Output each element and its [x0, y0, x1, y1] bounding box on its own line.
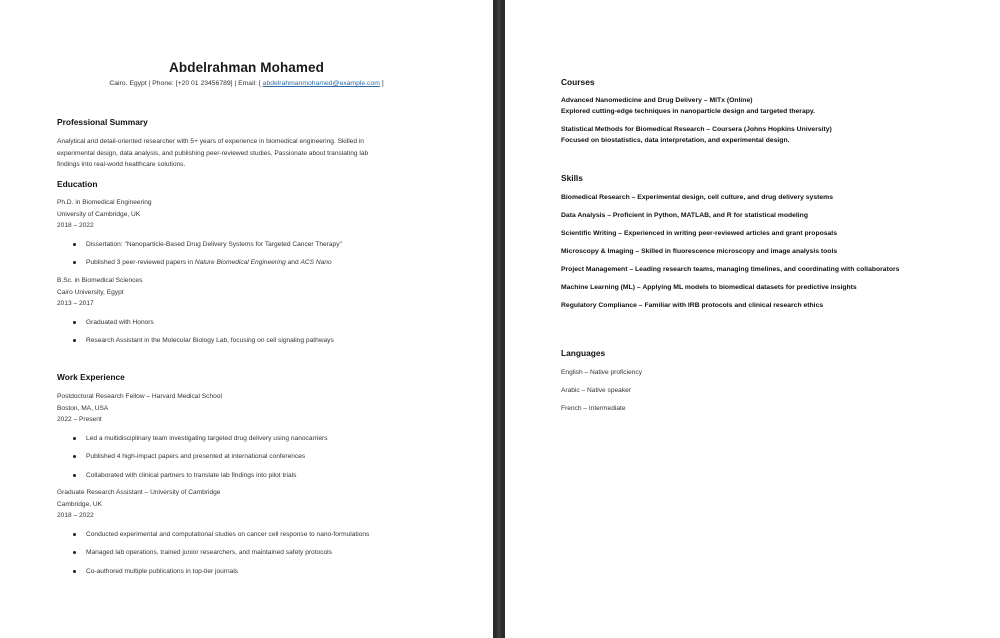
dates: 2013 – 2017 — [57, 300, 94, 307]
list-item: Conducted experimental and computational studies on cancer cell response to nano-formulations — [57, 529, 477, 548]
school: Cairo University, Egypt — [57, 288, 124, 296]
job-title: Graduate Research Assistant – University of Cambridge — [57, 489, 221, 496]
journal-name: ACS Nano — [300, 259, 332, 266]
course-desc: Focused on biostatistics, data interpretation, and experimental design. — [561, 137, 790, 145]
language-item: Arabic – Native speaker — [561, 387, 632, 394]
course-desc: Explored cutting-edge techniques in nanoparticle design and targeted therapy. — [561, 108, 816, 116]
contact-suffix: ] — [381, 80, 384, 87]
list-item: Co-authored multiple publications in top-tier journals — [57, 566, 477, 585]
degree: B.Sc. in Biomedical Sciences — [57, 277, 143, 284]
education-phd — [57, 197, 477, 276]
phd-bullets — [57, 239, 477, 276]
skills-heading: Skills — [561, 173, 583, 183]
job-dates: 2018 – 2022 — [57, 512, 94, 519]
language-item: English – Native proficiency — [561, 369, 642, 376]
list-item: Dissertation: "Nanoparticle-Based Drug Delivery Systems for Targeted Cancer Therapy" — [57, 239, 477, 258]
education-bsc — [57, 275, 477, 354]
resume-page-1 — [0, 0, 493, 638]
summary-text — [57, 136, 457, 171]
summary-heading: Professional Summary — [57, 117, 148, 127]
skill-item: Regulatory Compliance – Familiar with IRB protocols and clinical research ethics — [561, 302, 824, 309]
bullet-text: Published 3 peer-reviewed papers in — [86, 259, 195, 266]
job-entry — [57, 487, 477, 584]
skill-item: Scientific Writing – Experienced in writing peer-reviewed articles and grant proposals — [561, 230, 837, 237]
journal-name: Nature Biomedical Engineering — [194, 259, 286, 266]
course-item — [561, 124, 941, 146]
skill-item: Data Analysis – Proficient in Python, MATLAB, and R for statistical modeling — [561, 212, 808, 219]
page-gutter — [493, 0, 505, 638]
school: University of Cambridge, UK — [57, 210, 141, 218]
skill-item: Machine Learning (ML) – Applying ML models to biomedical datasets for predictive insights — [561, 284, 857, 291]
summary-line: Analytical and detail-oriented researcher with 5+ years of experience in biomedical engineering. Skilled in — [57, 138, 364, 145]
list-item: Collaborated with clinical partners to translate lab findings into pilot trials — [57, 470, 477, 489]
experience-heading: Work Experience — [57, 372, 125, 382]
job-dates: 2022 – Present — [57, 416, 102, 423]
bullet-text: and — [285, 259, 301, 266]
job-location: Boston, MA, USA — [57, 404, 109, 412]
contact-line — [0, 80, 493, 87]
languages-list — [561, 367, 642, 421]
degree: Ph.D. in Biomedical Engineering — [57, 199, 152, 206]
skill-item: Microscopy & Imaging – Skilled in fluorescence microscopy and image analysis tools — [561, 248, 838, 255]
email-link[interactable]: abdelrahmanmohamed@example.com — [262, 80, 380, 87]
skill-item: Project Management – Leading research teams, managing timelines, and coordinating with collaborators — [561, 266, 900, 273]
contact-prefix: Cairo, Egypt | Phone: [+20 01 23456789] | Email: [ — [109, 80, 261, 87]
course-title: Statistical Methods for Biomedical Research – Coursera (Johns Hopkins University) — [561, 126, 832, 133]
summary-line: experimental design, data analysis, and publishing peer-reviewed studies. Passionate about translating lab — [57, 149, 369, 157]
skills-list — [561, 192, 906, 318]
list-item: Managed lab operations, trained junior researchers, and maintained safety protocols — [57, 547, 477, 566]
list-item: Research Assistant in the Molecular Biology Lab, focusing on cell signaling pathways — [57, 335, 477, 354]
bsc-bullets — [57, 317, 477, 354]
dates: 2018 – 2022 — [57, 222, 94, 229]
job-location: Cambridge, UK — [57, 500, 103, 508]
summary-line: findings into real-world healthcare solutions. — [57, 161, 186, 168]
language-item: French – Intermediate — [561, 405, 626, 412]
languages-heading: Languages — [561, 348, 606, 358]
job-bullets — [57, 433, 477, 489]
resume-page-2 — [505, 0, 1000, 638]
course-item — [561, 95, 941, 117]
list-item: Published 4 high-impact papers and presented at international conferences — [57, 451, 477, 470]
courses-heading: Courses — [561, 77, 595, 87]
skill-item: Biomedical Research – Experimental design, cell culture, and drug delivery systems — [561, 194, 833, 201]
job-bullets — [57, 529, 477, 585]
list-item: Led a multidisciplinary team investigating targeted drug delivery using nanocarriers — [57, 433, 477, 452]
education-heading: Education — [57, 179, 98, 189]
course-title: Advanced Nanomedicine and Drug Delivery – MITx (Online) — [561, 97, 753, 104]
job-entry — [57, 391, 477, 488]
candidate-name: Abdelrahman Mohamed — [169, 60, 324, 75]
job-title: Postdoctoral Research Fellow – Harvard Medical School — [57, 393, 222, 400]
list-item — [57, 257, 477, 276]
list-item: Graduated with Honors — [57, 317, 477, 336]
